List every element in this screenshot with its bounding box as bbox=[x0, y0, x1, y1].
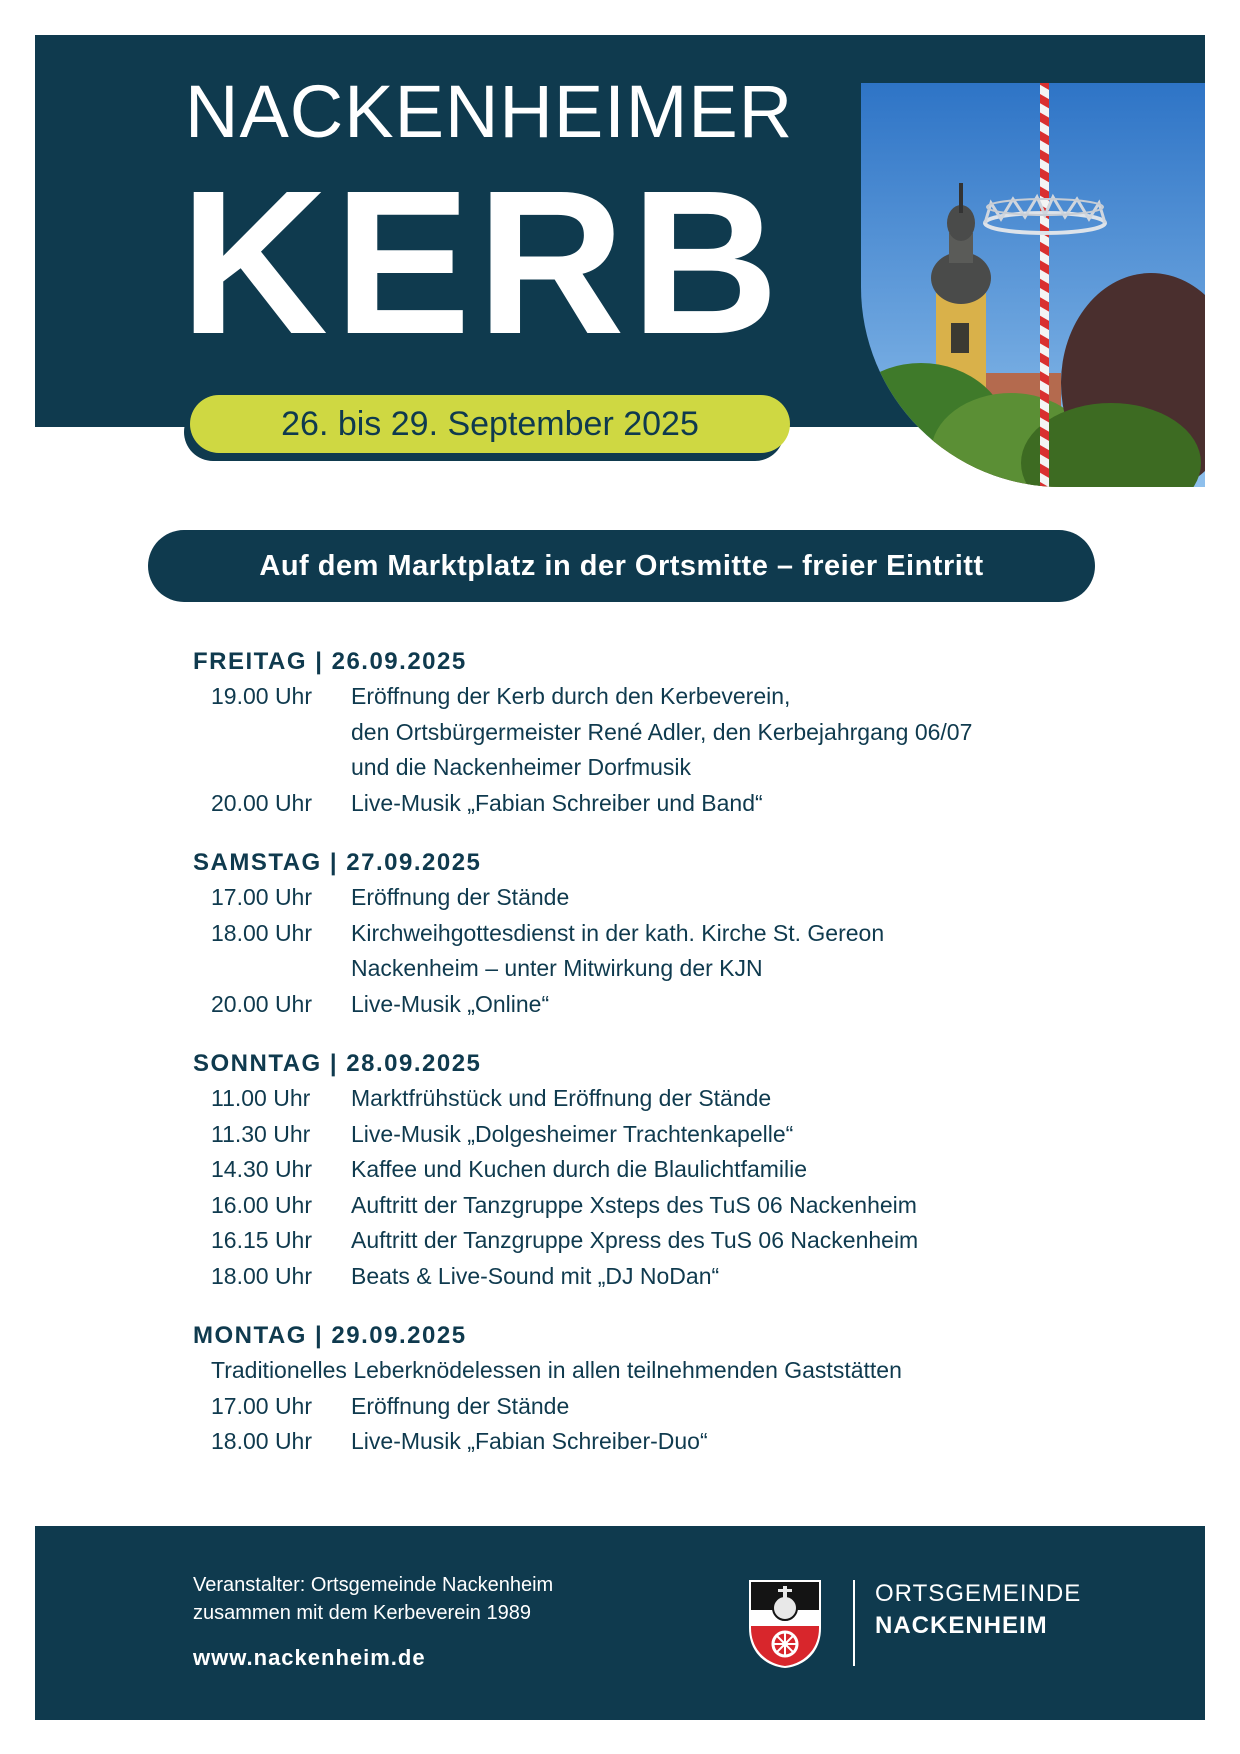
day-sunday bbox=[193, 1047, 1093, 1294]
entry-time bbox=[193, 951, 351, 987]
schedule bbox=[193, 645, 1093, 1485]
municipality-logotype bbox=[875, 1578, 1081, 1642]
day-heading: SAMSTAG | 27.09.2025 bbox=[193, 849, 482, 876]
municipality-line: ORTSGEMEINDE bbox=[875, 1580, 1082, 1607]
schedule-entry bbox=[193, 679, 1093, 715]
entry-time: 17.00 Uhr bbox=[211, 1392, 313, 1419]
entry-time: 18.00 Uhr bbox=[211, 919, 313, 946]
organizer-line: Veranstalter: Ortsgemeinde Nackenheim bbox=[193, 1574, 554, 1596]
day-heading: MONTAG | 29.09.2025 bbox=[193, 1322, 467, 1349]
entry-time: 11.30 Uhr bbox=[211, 1120, 311, 1147]
footer-divider bbox=[853, 1580, 855, 1666]
entry-time: 20.00 Uhr bbox=[211, 990, 313, 1017]
entry-text: Auftritt der Tanzgruppe Xpress des TuS 06 Nackenheim bbox=[351, 1227, 919, 1253]
entry-text: Beats & Live-Sound mit „DJ NoDan“ bbox=[351, 1262, 720, 1289]
entry-text: den Ortsbürgermeister René Adler, den Kerbejahrgang 06/07 bbox=[351, 718, 973, 745]
entry-text: Live-Musik „Fabian Schreiber-Duo“ bbox=[351, 1428, 708, 1454]
entry-text: Live-Musik „Dolgesheimer Trachtenkapelle“ bbox=[351, 1120, 794, 1147]
entry-text: Kaffee und Kuchen durch die Blaulichtfamilie bbox=[351, 1156, 808, 1182]
schedule-entry bbox=[193, 987, 1093, 1023]
day-heading: SONNTAG | 28.09.2025 bbox=[193, 1050, 482, 1077]
title-line-2: KERB bbox=[180, 148, 785, 377]
schedule-note bbox=[193, 1353, 1093, 1389]
organizer-line: zusammen mit dem Kerbeverein 1989 bbox=[193, 1602, 531, 1624]
date-pill: 26. bis 29. September 2025 bbox=[190, 395, 790, 453]
entry-time bbox=[193, 715, 351, 751]
schedule-entry bbox=[193, 1389, 1093, 1425]
note-text: Traditionelles Leberknödelessen in allen teilnehmenden Gaststätten bbox=[211, 1357, 902, 1383]
schedule-entry bbox=[193, 1188, 1093, 1224]
entry-text: Eröffnung der Stände bbox=[351, 884, 570, 910]
title-line-1: NACKENHEIMER bbox=[185, 70, 794, 153]
entry-text: Live-Musik „Fabian Schreiber und Band“ bbox=[351, 789, 763, 816]
schedule-entry bbox=[193, 880, 1093, 916]
entry-time: 14.30 Uhr bbox=[211, 1156, 313, 1182]
venue-banner: Auf dem Marktplatz in der Ortsmitte – freier Eintritt bbox=[148, 530, 1095, 602]
schedule-entry bbox=[193, 750, 1093, 786]
entry-text: Nackenheim – unter Mitwirkung der KJN bbox=[351, 955, 763, 981]
day-heading: FREITAG | 26.09.2025 bbox=[193, 648, 467, 675]
schedule-entry bbox=[193, 1259, 1093, 1295]
organizer-info bbox=[193, 1571, 553, 1627]
schedule-entry bbox=[193, 1152, 1093, 1188]
entry-time: 16.15 Uhr bbox=[211, 1227, 313, 1253]
schedule-entry bbox=[193, 951, 1093, 987]
schedule-entry bbox=[193, 786, 1093, 822]
entry-time: 18.00 Uhr bbox=[211, 1428, 313, 1454]
entry-time: 16.00 Uhr bbox=[211, 1191, 313, 1218]
day-monday bbox=[193, 1319, 1093, 1460]
entry-time: 17.00 Uhr bbox=[211, 884, 313, 910]
entry-time: 11.00 Uhr bbox=[211, 1085, 311, 1111]
entry-text: Auftritt der Tanzgruppe Xsteps des TuS 06 Nackenheim bbox=[351, 1191, 917, 1218]
entry-time bbox=[193, 750, 351, 786]
schedule-entry bbox=[193, 1424, 1093, 1460]
entry-time: 18.00 Uhr bbox=[211, 1262, 313, 1289]
schedule-entry bbox=[193, 916, 1093, 952]
entry-text: Kirchweihgottesdienst in der kath. Kirche St. Gereon bbox=[351, 919, 885, 946]
schedule-entry bbox=[193, 715, 1093, 751]
entry-text: und die Nackenheimer Dorfmusik bbox=[351, 754, 692, 780]
schedule-entry bbox=[193, 1223, 1093, 1259]
footer bbox=[35, 1526, 1205, 1720]
municipality-name: NACKENHEIM bbox=[875, 1612, 1048, 1639]
schedule-entry bbox=[193, 1081, 1093, 1117]
entry-text: Live-Musik „Online“ bbox=[351, 990, 550, 1017]
website-link[interactable]: www.nackenheim.de bbox=[193, 1645, 426, 1670]
schedule-entry bbox=[193, 1117, 1093, 1153]
entry-time: 19.00 Uhr bbox=[211, 683, 313, 709]
entry-text: Marktfrühstück und Eröffnung der Stände bbox=[351, 1085, 772, 1111]
entry-text: Eröffnung der Stände bbox=[351, 1392, 570, 1419]
day-friday bbox=[193, 645, 1093, 821]
entry-time: 20.00 Uhr bbox=[211, 789, 313, 816]
coat-of-arms-icon bbox=[747, 1578, 823, 1675]
entry-text: Eröffnung der Kerb durch den Kerbeverein, bbox=[351, 683, 791, 709]
day-saturday bbox=[193, 846, 1093, 1022]
